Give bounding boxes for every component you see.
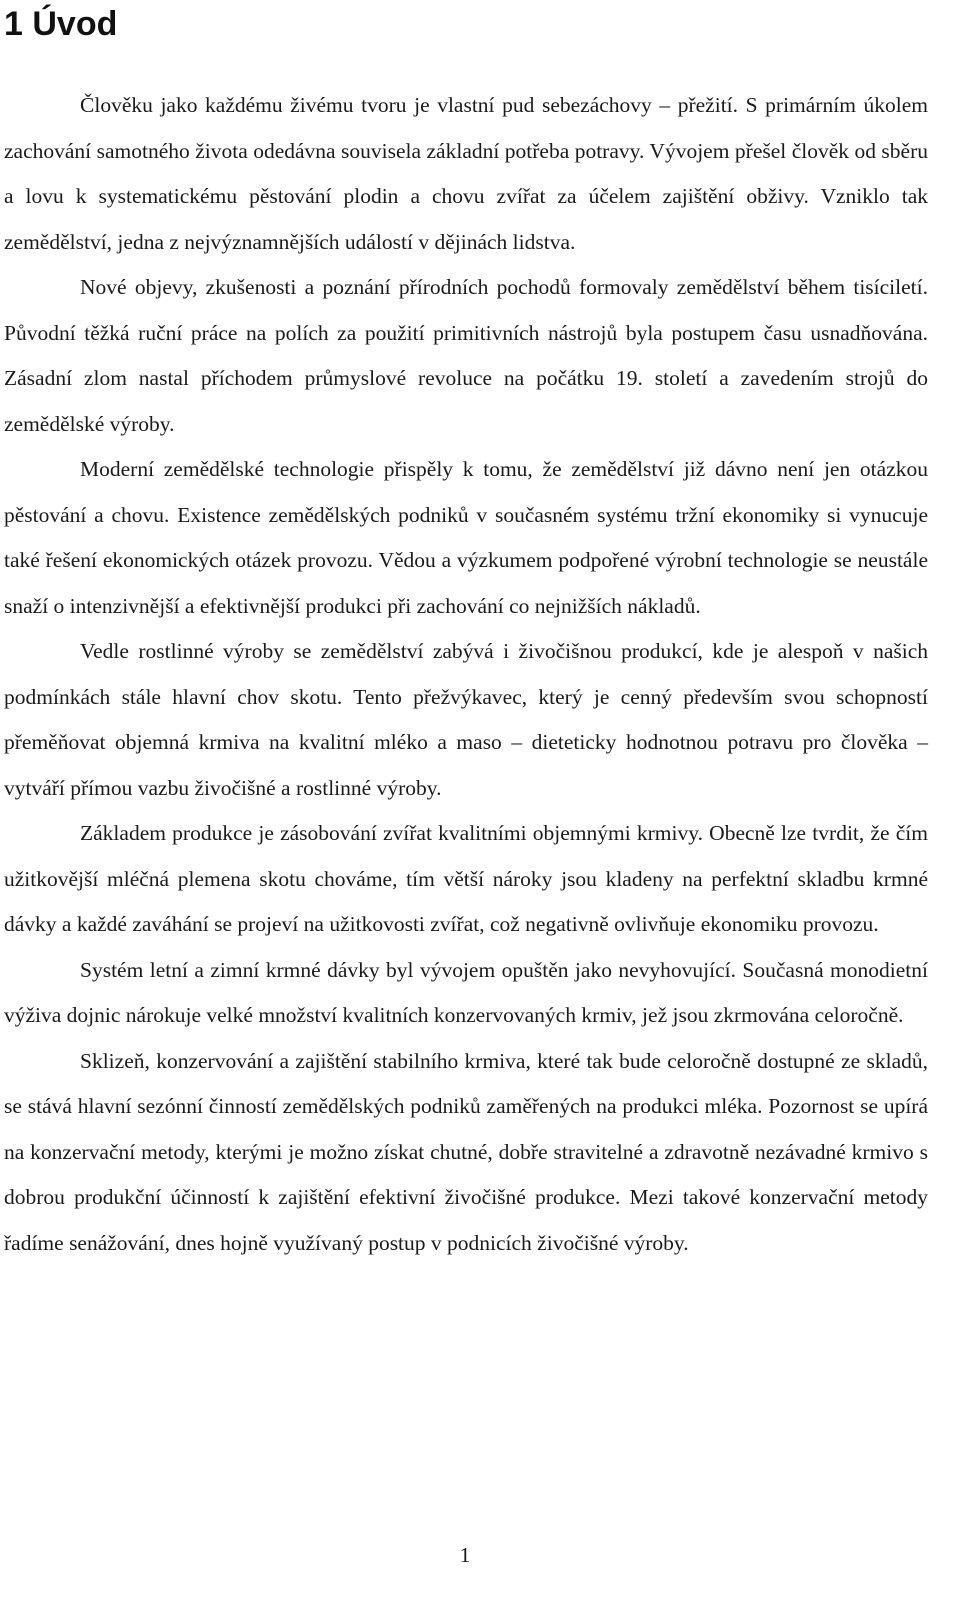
paragraph: Člověku jako každému živému tvoru je vlastní pud sebezáchovy – přežití. S primárním úkolem zachování samotného života odedávna souvisela základní potřeba potravy. Vývojem přešel člověk od sběru a lovu k systematickému pěstování plodin a chovu zvířat za účelem zajištění obživy. Vzniklo tak zemědělství, jedna z nejvýznamnějších událostí v dějinách lidstva. (4, 93, 928, 254)
page-number: 1 (459, 1543, 471, 1567)
paragraph: Moderní zemědělské technologie přispěly k tomu, že zemědělství již dávno není jen otázkou pěstování a chovu. Existence zemědělských podniků v současném systému tržní ekonomiky si vynucuje také řešení ekonomických otázek provozu. Vědou a výzkumem podpořené výrobní technologie se neustále snaží o intenzivnější a efektivnější produkci při zachování co nejnižších nákladů. (4, 457, 928, 618)
paragraph: Vedle rostlinné výroby se zemědělství zabývá i živočišnou produkcí, kde je alespoň v našich podmínkách stále hlavní chov skotu. Tento přežvýkavec, který je cenný především svou schopností přeměňovat objemná krmiva na kvalitní mléko a maso – dieteticky hodnotnou potravu pro člověka – vytváří přímou vazbu živočišné a rostlinné výroby. (4, 639, 928, 800)
paragraph: Sklizeň, konzervování a zajištění stabilního krmiva, které tak bude celoročně dostupné ze skladů, se stává hlavní sezónní činností zemědělských podniků zaměřených na produkci mléka. Pozornost se upírá na konzervační metody, kterými je možno získat chutné, dobře stravitelné a zdravotně nezávadné krmivo s dobrou produkční účinností k zajištění efektivní živočišné produkce. Mezi takové konzervační metody řadíme senážování, dnes hojně využívaný postup v podnicích živočišné výroby. (4, 1048, 928, 1255)
paragraph: Nové objevy, zkušenosti a poznání přírodních pochodů formovaly zemědělství během tisíciletí. Původní těžká ruční práce na polích za použití primitivních nástrojů byla postupem času usnadňována. Zásadní zlom nastal příchodem průmyslové revoluce na počátku 19. století a zavedením strojů do zemědělské výroby. (4, 275, 928, 436)
chapter-body (4, 83, 928, 1266)
chapter-heading: 1 Úvod (4, 5, 118, 43)
paragraph: Systém letní a zimní krmné dávky byl vývojem opuštěn jako nevyhovující. Současná monodietní výživa dojnic nárokuje velké množství kvalitních konzervovaných krmiv, jež jsou zkrmována celoročně. (4, 957, 928, 1027)
paragraph: Základem produkce je zásobování zvířat kvalitními objemnými krmivy. Obecně lze tvrdit, že čím užitkovější mléčná plemena skotu chováme, tím větší nároky jsou kladeny na perfektní skladbu krmné dávky a každé zaváhání se projeví na užitkovosti zvířat, což negativně ovlivňuje ekonomiku provozu. (4, 821, 928, 936)
